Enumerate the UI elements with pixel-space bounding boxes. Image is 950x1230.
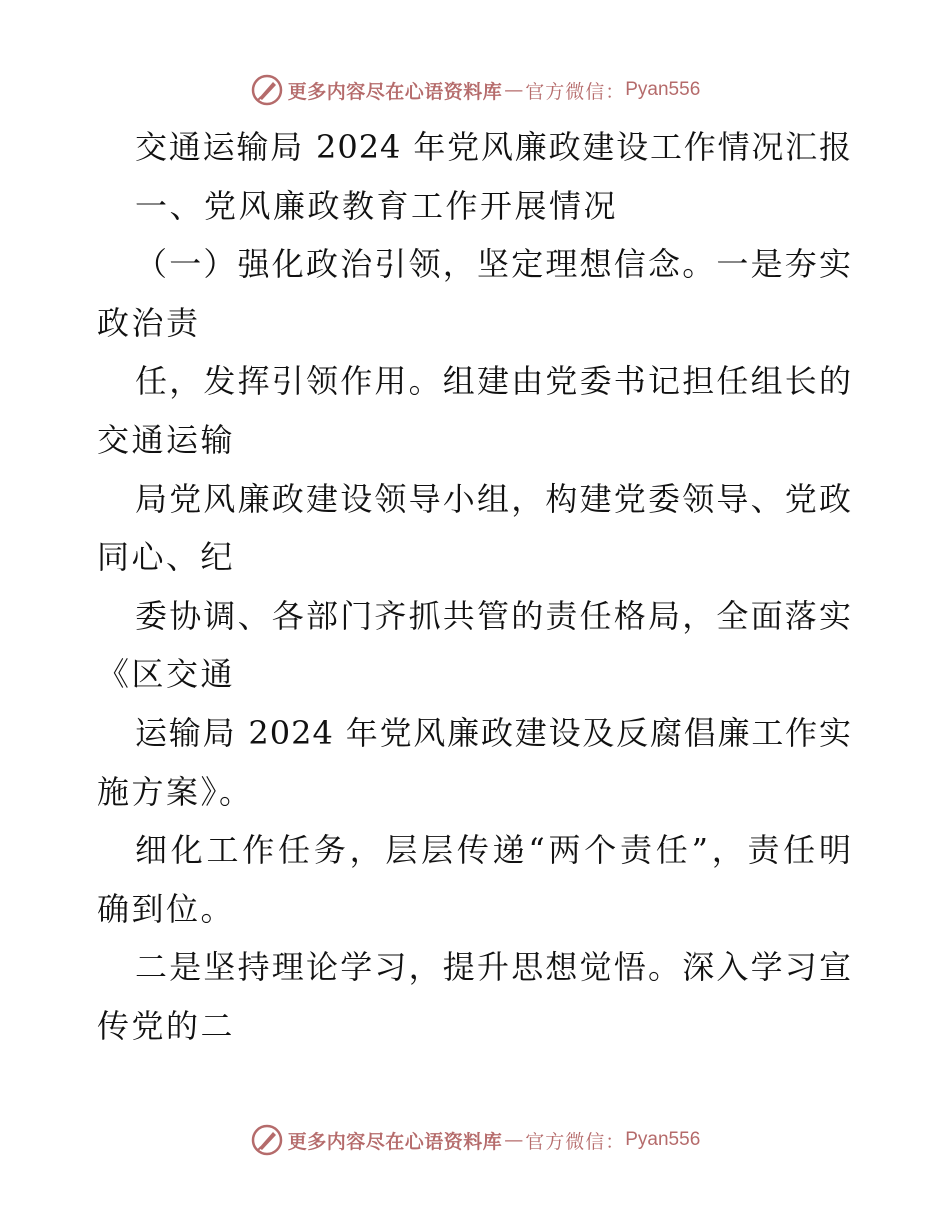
watermark-wechat-label: 官方微信： [525, 1130, 626, 1153]
feather-pen-logo-icon [250, 73, 284, 107]
paragraph-line: （一）强化政治引领，坚定理想信念。一是夯实 [135, 245, 852, 284]
header-watermark [0, 70, 950, 110]
watermark-text: 更多内容尽在心语资料库 [287, 1130, 503, 1153]
paragraph-line: 传党的二 [97, 1006, 236, 1045]
paragraph-line: 同心、纪 [97, 538, 236, 577]
paragraph-line: 细化工作任务，层层传递“两个责任”，责任明 [135, 831, 852, 870]
paragraph-line: 《区交通 [97, 655, 236, 694]
paragraph-line: 委协调、各部门齐抓共管的责任格局，全面落实 [135, 596, 852, 635]
watermark-wechat-id: Pyan556 [625, 79, 701, 100]
paragraph-line: 运输局 2024 年党风廉政建设及反腐倡廉工作实 [135, 713, 852, 752]
watermark-wechat-label: 官方微信： [525, 80, 626, 103]
document-title: 交通运输局 2024 年党风廉政建设工作情况汇报 [135, 128, 852, 166]
watermark-separator: — [504, 79, 524, 101]
watermark-separator: — [504, 1129, 524, 1151]
paragraph-line: 政治责 [97, 303, 201, 342]
section-heading: 一、党风廉政教育工作开展情况 [135, 186, 619, 225]
paragraph-line: 交通运输 [97, 420, 236, 459]
document-body [97, 118, 852, 1056]
watermark-text: 更多内容尽在心语资料库 [287, 80, 503, 103]
paragraph-line: 任，发挥引领作用。组建由党委书记担任组长的 [135, 362, 852, 401]
paragraph-line: 局党风廉政建设领导小组，构建党委领导、党政 [135, 479, 852, 518]
footer-watermark [0, 1120, 950, 1160]
paragraph-line: 确到位。 [97, 889, 236, 928]
feather-pen-logo-icon [250, 1123, 284, 1157]
paragraph-line: 施方案》。 [97, 772, 254, 811]
watermark-wechat-id: Pyan556 [625, 1129, 701, 1150]
paragraph-line: 二是坚持理论学习，提升思想觉悟。深入学习宣 [135, 948, 852, 987]
